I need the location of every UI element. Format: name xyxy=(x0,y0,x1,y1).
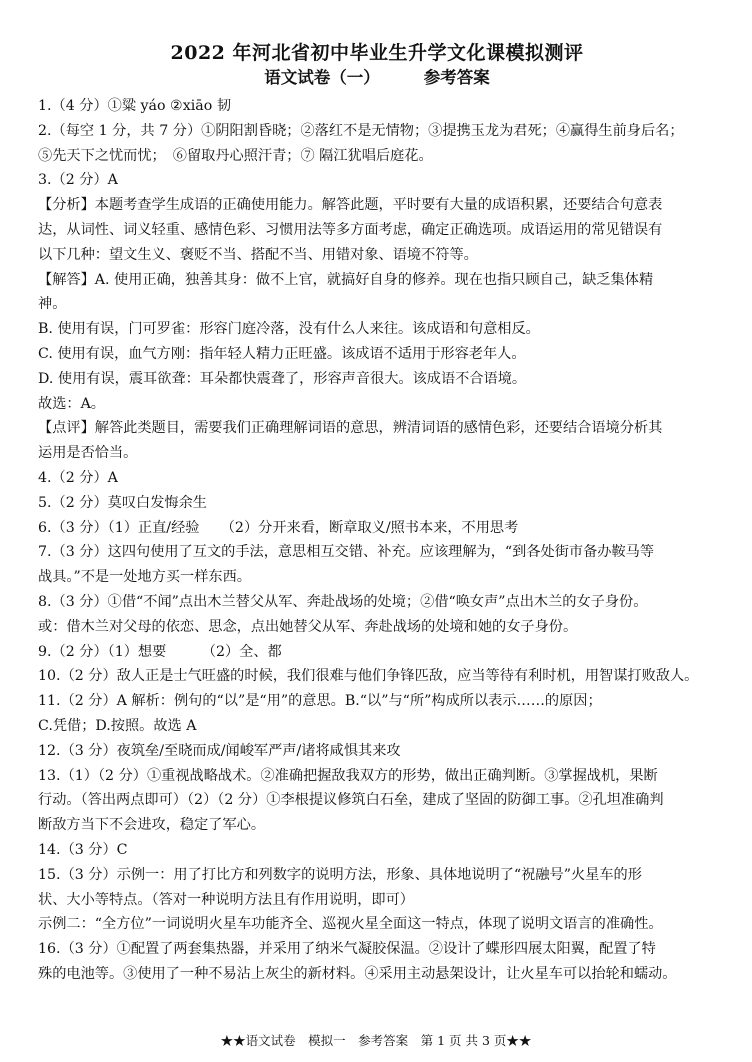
answer-line: 9.（2 分）（1）想要 （2）全、都 xyxy=(38,643,282,660)
answer-line: C. 使用有误，血气方刚：指年轻人精力正旺盛。该成语不适用于形容老年人。 xyxy=(38,345,526,362)
answer-line: 16.（3 分）①配置了两套集热器，并采用了纳米气凝胶保温。②设计了蝶形四展太阳翼，配置了特 xyxy=(38,941,656,958)
answer-line: 6.（3 分）（1）正直/经验 （2）分开来看，断章取义/照书本来，不用思考 xyxy=(38,519,519,536)
answer-line: 5.（2 分）莫叹白发悔余生 xyxy=(38,494,207,511)
subtitle-paper-name: 语文试卷（一） xyxy=(264,68,380,87)
answer-line: B. 使用有误，门可罗雀：形容门庭冷落，没有什么人来往。该成语和句意相反。 xyxy=(38,321,540,338)
answer-line: 或：借木兰对父母的依恋、思念，点出她替父从军、奔赴战场的处境和她的女子身份。 xyxy=(38,618,578,635)
answer-line: 8.（3 分）①借“不闻”点出木兰替父从军、奔赴战场的处境；②借“唤女声”点出木兰的女子身份。 xyxy=(38,593,648,610)
answer-line: 14.（3 分）C xyxy=(38,841,128,858)
answer-body xyxy=(38,94,716,987)
answer-line: 神。 xyxy=(38,296,67,313)
answer-line: 3.（2 分）A xyxy=(38,172,118,189)
page-subtitle xyxy=(38,66,716,90)
answer-line: 运用是否恰当。 xyxy=(38,445,138,462)
answer-line: 1.（4 分）①粱 yáo ②xiāo 韧 xyxy=(38,98,232,114)
answer-line: 7.（3 分）这四句使用了互文的手法，意思相互交错、补充。应该理解为，“到各处街市备办鞍马等 xyxy=(38,544,655,561)
answer-line: 行动。（答出两点即可）（2）（2 分）①李根提议修筑白石垒，建成了坚固的防御工事。②孔坦准确判 xyxy=(38,792,664,809)
answer-line: 【解答】A. 使用正确，独善其身：做不上官，就搞好自身的修养。现在也指只顾自己，缺乏集体精 xyxy=(38,271,654,288)
answer-line: 12.（3 分）夜筑垒/至晓而成/闻峻军严声/诸将咸惧其来攻 xyxy=(38,742,401,759)
answer-line: 【分析】本题考查学生成语的正确使用能力。解答此题，平时要有大量的成语积累，还要结合句意表 xyxy=(38,197,663,214)
answer-line: 示例二：“全方位”一词说明火星车功能齐全、巡视火星全面这一特点，体现了说明文语言的准确性。 xyxy=(38,916,663,933)
answer-line: 4.（2 分）A xyxy=(38,469,118,486)
answer-line: D. 使用有误，震耳欲聋：耳朵都快震聋了，形容声音很大。该成语不合语境。 xyxy=(38,370,527,387)
answer-line: 11.（2 分）A 解析：例句的“以”是“用”的意思。B.“以”与“所”构成所以表示……的原因； xyxy=(38,693,602,710)
answer-line: 10.（2 分）敌人正是士气旺盛的时候，我们很难与他们争锋匹敌，应当等待有利时机，用智谋打败敌人。 xyxy=(38,668,699,685)
answer-line: 状、大小等特点。（答对一种说明方法且有作用说明，即可） xyxy=(38,891,414,908)
answer-line: 达，从词性、词义轻重、感情色彩、习惯用法等多方面考虑，确定正确选项。成语运用的常见错误有 xyxy=(38,221,663,238)
answer-line: 13.（1）（2 分）①重视战略战术。②准确把握敌我双方的形势，做出正确判断。③掌握战机，果断 xyxy=(38,767,658,784)
answer-line: 战具。”不是一处地方买一样东西。 xyxy=(38,569,251,586)
page-footer: ★★语文试卷 模拟一 参考答案 第 1 页 共 3 页★★ xyxy=(220,1033,532,1048)
answer-line: 15.（3 分）示例一：用了打比方和列数字的说明方法，形象、具体地说明了“祝融号”火星车的形 xyxy=(38,866,642,883)
answer-line: 故选：A。 xyxy=(38,395,105,412)
answer-line: 以下几种：望文生义、褒贬不当、搭配不当、用错对象、语境不符等。 xyxy=(38,246,478,263)
subtitle-answer-label: 参考答案 xyxy=(423,68,490,87)
answer-line: 断敌方当下不会进攻，稳定了军心。 xyxy=(38,817,266,834)
page-title: 2022 年河北省初中毕业生升学文化课模拟测评 xyxy=(170,42,584,64)
answer-line: 【点评】解答此类题目，需要我们正确理解词语的意思，辨清词语的感情色彩，还要结合语境分析其 xyxy=(38,420,663,437)
answer-line: ⑤先天下之忧而忧； ⑥留取丹心照汗青；⑦ 隔江犹唱后庭花。 xyxy=(38,147,433,164)
answer-line: C.凭借；D.按照。故选 A xyxy=(38,717,197,734)
answer-line: 2.（每空 1 分，共 7 分）①阴阳割昏晓；②落红不是无情物；③提携玉龙为君死；④赢得生前身后名； xyxy=(38,122,684,139)
answer-line: 殊的电池等。③使用了一种不易沾上灰尘的新材料。④采用主动悬架设计，让火星车可以抬轮和蠕动。 xyxy=(38,965,677,982)
